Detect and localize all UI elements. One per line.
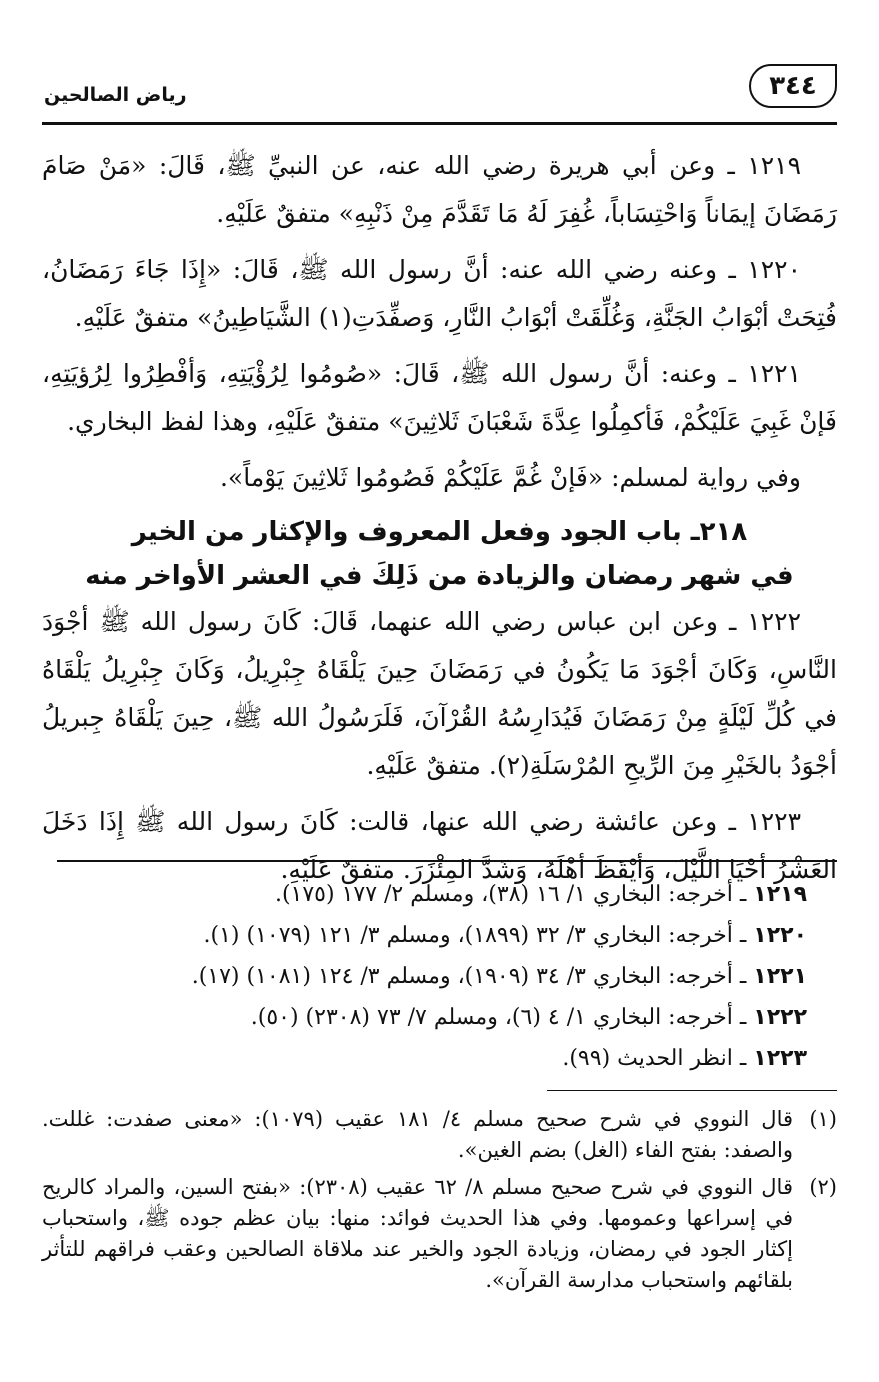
hadith-1221: ١٢٢١ ـ وعنه: أنَّ رسول الله ﷺ، قَالَ: «صُومُوا لِرُؤْيَتِهِ، وَأفْطِرُوا لِرُؤيَتِهِ، فَإنْ غَبِيَ عَلَيْكُمْ، فَأكمِلُوا عِدَّةَ شَعْبَانَ ثَلاثِينَ» متفقٌ عَلَيْهِ، وهذا لفظ البخاري. xyxy=(42,359,837,436)
footnote-1 xyxy=(42,1104,837,1166)
footnote-number: (٢) xyxy=(809,1175,837,1199)
takhrij-item: ١٢٢٠ ـ أخرجه: البخاري ٣/ ٣٢ (١٨٩٩)، ومسلم ٣/ ١٢١ (١٠٧٩) (١). xyxy=(203,923,807,948)
chapter-title-line-2: في شهر رمضان والزيادة من ذَلِكَ في العشر الأواخر منه xyxy=(85,561,794,591)
book-title: رياض الصالحين xyxy=(44,84,187,106)
hadith-1220: ١٢٢٠ ـ وعنه رضي الله عنه: أنَّ رسول الله ﷺ، قَالَ: «إِذَا جَاءَ رَمَضَانُ، فُتِحَتْ أبْوَابُ الجَنَّةِ، وَغُلِّقَتْ أبْوَابُ النَّارِ، وَصفِّدَتِ(١) الشَّيَاطِينُ» متفقٌ عَلَيْهِ. xyxy=(42,255,837,332)
footnote-text: قال النووي في شرح صحيح مسلم ٨/ ٦٢ عقيب (٢٣٠٨): «بفتح السين، والمراد كالريح في إسراعها وعمومها. وفي هذا الحديث فوائد: منها: بيان عظم جوده ﷺ، واستحباب إكثار الجود في رمضان، وزيادة الجود والخير عند ملاقاة الصالحين وعقب فراقهم للتأثر بلقائهم واستحباب مدارسة القرآن». xyxy=(42,1175,793,1292)
chapter-title-line-1: ٢١٨ـ باب الجود وفعل المعروف والإكثار من الخير xyxy=(131,517,748,547)
takhrij-item: ١٢١٩ ـ أخرجه: البخاري ١/ ١٦ (٣٨)، ومسلم ٢/ ١٧٧ (١٧٥). xyxy=(274,882,807,907)
footnote-number: (١) xyxy=(809,1107,837,1131)
header-divider xyxy=(42,122,837,125)
footnote-2 xyxy=(42,1172,837,1296)
takhrij-item: ١٢٢٣ ـ انظر الحديث (٩٩). xyxy=(562,1046,807,1071)
hadith-1223: ١٢٢٣ ـ وعن عائشة رضي الله عنها، قالت: كَانَ رسول الله ﷺ إِذَا دَخَلَ العَشْرُ أحْيَا اللَّيْلَ، وَأيْقَظَ أهْلَهُ، وَشَدَّ المِئْزَرَ. متفقٌ عَلَيْهِ. xyxy=(42,807,837,884)
muslim-narration: وفي رواية لمسلم: «فَإنْ غُمَّ عَلَيْكُمْ فَصُومُوا ثَلاثِينَ يَوْماً». xyxy=(219,463,801,492)
takhrij-item: ١٢٢٢ ـ أخرجه: البخاري ١/ ٤ (٦)، ومسلم ٧/ ٧٣ (٢٣٠٨) (٥٠). xyxy=(250,1005,807,1030)
page-header xyxy=(42,62,837,120)
takhrij-item: ١٢٢١ ـ أخرجه: البخاري ٣/ ٣٤ (١٩٠٩)، ومسلم ٣/ ١٢٤ (١٠٨١) (١٧). xyxy=(191,964,807,989)
hadith-1219: ١٢١٩ ـ وعن أبي هريرة رضي الله عنه، عن النبيِّ ﷺ، قَالَ: «مَنْ صَامَ رَمَضَانَ إيمَاناً وَاحْتِسَاباً، غُفِرَ لَهُ مَا تَقَدَّمَ مِنْ ذَنْبِهِ» متفقٌ عَلَيْهِ. xyxy=(42,151,837,228)
takhrij-divider xyxy=(57,860,837,862)
footnotes xyxy=(42,1104,837,1302)
hadith-1222: ١٢٢٢ ـ وعن ابن عباس رضي الله عنهما، قَالَ: كَانَ رسول الله ﷺ أجْوَدَ النَّاسِ، وَكَانَ أجْوَدَ مَا يَكُونُ في رَمَضَانَ حِينَ يَلْقَاهُ جِبْرِيلُ، وَكَانَ جِبْرِيلُ يَلْقَاهُ في كُلِّ لَيْلَةٍ مِنْ رَمَضَانَ فَيُدَارِسُهُ القُرْآنَ، فَلَرَسُولُ الله ﷺ، حِينَ يَلْقَاهُ جِبريلُ أجْوَدُ بالخَيْرِ مِنَ الرِّيحِ المُرْسَلَةِ(٢). متفقٌ عَلَيْهِ. xyxy=(42,607,837,780)
main-text xyxy=(42,142,837,902)
takhrij-list xyxy=(42,876,837,1081)
page-number: ٣٤٤ xyxy=(749,64,837,108)
footnote-text: قال النووي في شرح صحيح مسلم ٤/ ١٨١ عقيب (١٠٧٩): «معنى صفدت: غللت. والصفد: بفتح الفاء (الغل) بضم الغين». xyxy=(42,1107,794,1162)
footnotes-divider xyxy=(547,1090,837,1091)
